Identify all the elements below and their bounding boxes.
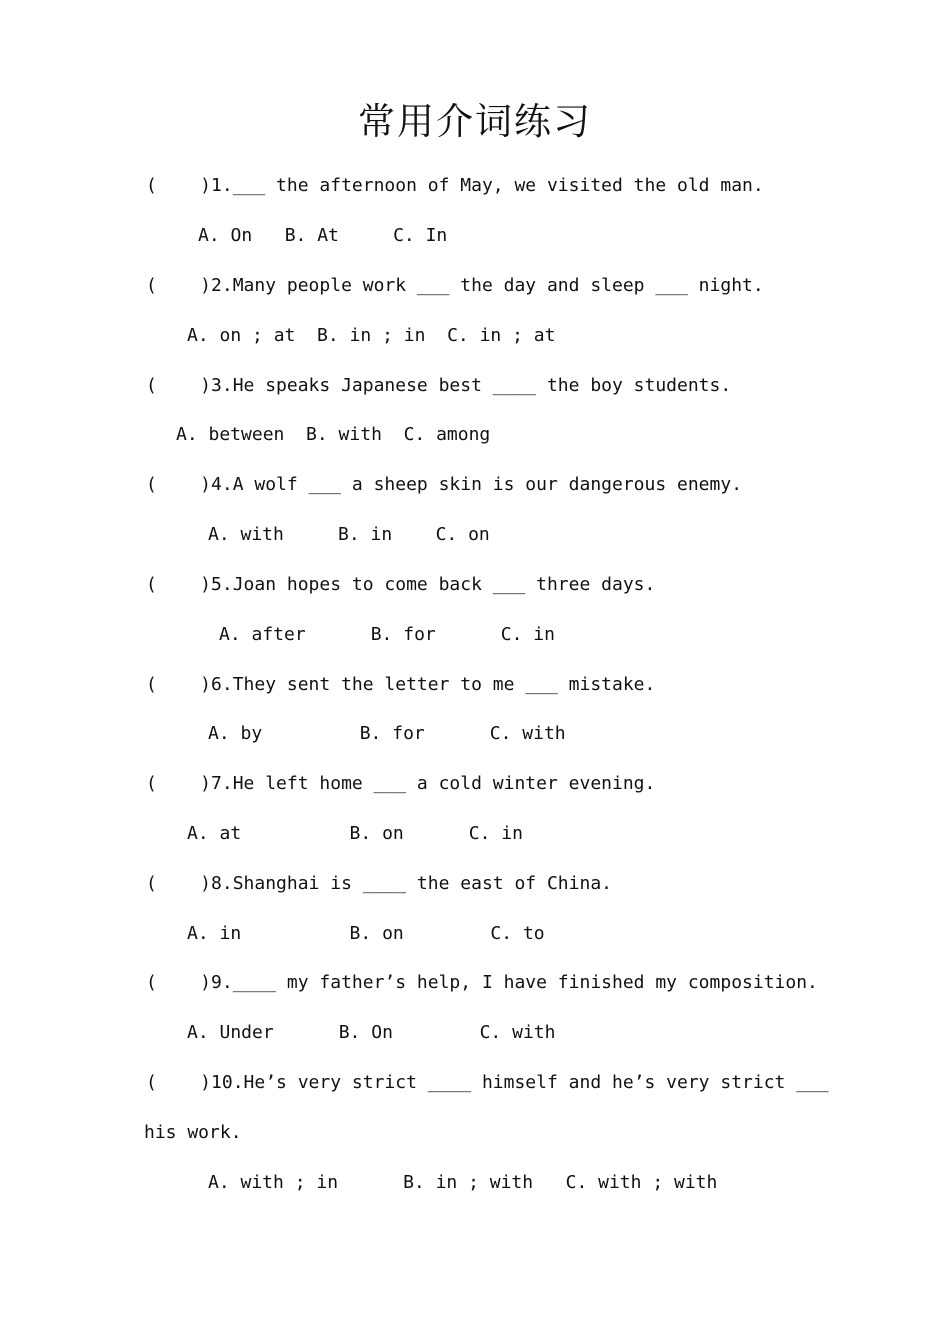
question-9: ( )9.____ my father’s help, I have finished my composition.	[146, 972, 818, 993]
question-5: ( )5.Joan hopes to come back ___ three days.	[146, 574, 656, 595]
question-10-continuation: his work.	[144, 1122, 242, 1143]
question-7: ( )7.He left home ___ a cold winter evening.	[146, 773, 656, 794]
question-7-options: A. at B. on C. in	[187, 823, 523, 844]
question-9-options: A. Under B. On C. with	[187, 1022, 556, 1043]
question-2-options: A. on ; at B. in ; in C. in ; at	[187, 325, 556, 346]
question-3: ( )3.He speaks Japanese best ____ the boy students.	[146, 375, 732, 396]
question-2: ( )2.Many people work ___ the day and sleep ___ night.	[146, 275, 764, 296]
question-10: ( )10.He’s very strict ____ himself and he’s very strict ___	[146, 1072, 829, 1093]
question-4: ( )4.A wolf ___ a sheep skin is our dangerous enemy.	[146, 474, 743, 495]
question-5-options: A. after B. for C. in	[219, 624, 555, 645]
question-4-options: A. with B. in C. on	[208, 524, 490, 545]
question-1-options: A. On B. At C. In	[198, 225, 448, 246]
question-10-options: A. with ; in B. in ; with C. with ; with	[208, 1172, 718, 1193]
page-title: 常用介词练习	[358, 100, 592, 143]
question-1: ( )1.___ the afternoon of May, we visited the old man.	[146, 175, 764, 196]
question-3-options: A. between B. with C. among	[176, 424, 491, 445]
question-6-options: A. by B. for C. with	[208, 723, 566, 744]
question-8-options: A. in B. on C. to	[187, 923, 545, 944]
question-8: ( )8.Shanghai is ____ the east of China.	[146, 873, 612, 894]
question-6: ( )6.They sent the letter to me ___ mistake.	[146, 674, 656, 695]
